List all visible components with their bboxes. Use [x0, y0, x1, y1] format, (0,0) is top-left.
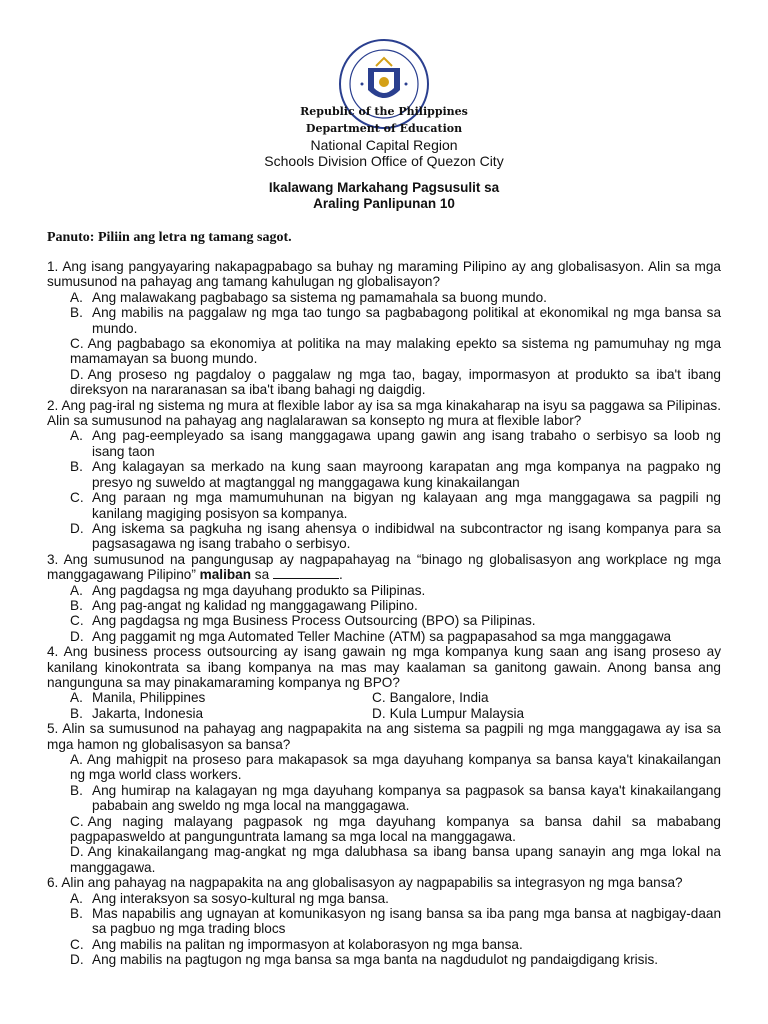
- division-line: Schools Division Office of Quezon City: [264, 153, 504, 169]
- option-text: Ang pagdagsa ng mga Business Process Outsourcing (BPO) sa Pilipinas.: [92, 613, 536, 629]
- stem-text: .: [338, 567, 343, 583]
- option-text: Ang paggamit ng mga Automated Teller Machine (ATM) sa pagpapasahod sa mga manggagawa: [92, 628, 672, 644]
- option-letter: C.: [372, 690, 386, 706]
- option-d[interactable]: [47, 844, 721, 875]
- option-letter: B.: [70, 705, 83, 721]
- option-letter: C.: [70, 336, 84, 352]
- option-letter: B.: [70, 305, 83, 321]
- option-letter: D.: [70, 520, 84, 536]
- option-letter: A.: [70, 890, 83, 906]
- option-letter: D.: [372, 705, 386, 721]
- option-a[interactable]: [47, 290, 721, 305]
- exam-title-line1: Ikalawang Markahang Pagsusulit sa: [268, 180, 500, 195]
- option-c[interactable]: [47, 937, 721, 952]
- question-stem: [47, 552, 721, 583]
- option-text: Ang mahigpit na proseso para makapasok sa mga dayuhang kompanya sa bansa kaya't kinakailangan ng mga world class workers.: [70, 752, 721, 783]
- option-d[interactable]: [47, 367, 721, 398]
- option-text: Ang naging malayang pagpasok ng mga dayuhang kompanya sa bansa dahil sa mababang pagpapasweldo at pangunguntrata lamang sa mga local na manggagawa.: [70, 813, 721, 845]
- question-2: [47, 398, 721, 552]
- republic-line: Republic of the Philippines: [300, 105, 468, 118]
- option-letter: A.: [70, 289, 83, 305]
- question-stem: 2. Ang pag-iral ng sistema ng mura at flexible labor ay isa sa mga kinakaharap na isyu sa paggawa sa Pilipinas. Alin sa sumusunod na pahayag ang naglalarawan sa konsepto ng mura at flexible labor?: [47, 397, 721, 429]
- option-letter: B.: [70, 597, 83, 613]
- option-text: Ang interaksyon sa sosyo-kultural ng mga bansa.: [92, 890, 389, 906]
- option-text: Ang pagbabago sa ekonomiya at politika na may malaking epekto sa sistema ng pamumuhay ng mga mamamayan sa buong mundo.: [70, 336, 721, 367]
- option-text: Ang mabilis na paggalaw ng mga tao tungo sa pagbabagong politikal at ekonomikal ng mga bansa sa mundo.: [92, 305, 721, 336]
- option-letter: A.: [70, 428, 83, 444]
- option-a[interactable]: [47, 752, 721, 783]
- department-line: Department of Education: [305, 122, 463, 135]
- option-letter: A.: [70, 690, 83, 706]
- question-stem: 6. Alin ang pahayag na nagpapakita na ang globalisasyon ay nagpapabilis sa integrasyon ng mga bansa?: [47, 875, 683, 891]
- option-text: Ang pag-angat ng kalidad ng manggagawang Pilipino.: [92, 597, 418, 613]
- option-c[interactable]: [47, 613, 721, 628]
- option-text: Ang kinakailangang mag-angkat ng mga dalubhasa sa ibang bansa upang sanayin ang mga lokal na manggagawa.: [70, 844, 721, 875]
- region-line: National Capital Region: [310, 137, 458, 153]
- option-d[interactable]: [372, 706, 721, 721]
- option-d[interactable]: [47, 952, 721, 967]
- option-letter: D.: [70, 952, 84, 968]
- option-b[interactable]: [47, 459, 721, 490]
- option-text: Ang kalagayan sa merkado na kung saan mayroong karapatan ang mga kompanya na pagpako ng presyo ng suweldo at magtanggal ng manggagawa kung kinakailangan: [92, 459, 721, 490]
- stem-text: 3. Ang sumusunod na pangungusap ay nagpapahayag na “binago ng globalisasyon ang workplace ng mga manggagawang Pilipino”: [47, 551, 721, 583]
- option-b[interactable]: [47, 783, 721, 814]
- question-stem: 4. Ang business process outsourcing ay isang gawain ng mga kompanya kung saan ang isang proseso ay kanilang kinokontrata sa ibang kompanya na mas may kaalaman sa ganitong gawain. Anong bansa ang nangunguna sa may pinakamaraming kompanya ng BPO?: [47, 644, 721, 690]
- option-text: Ang mabilis na pagtugon ng mga bansa sa mga banta na nagdudulot ng pandaigdigang krisis.: [92, 952, 659, 968]
- stem-text: sa: [251, 567, 270, 583]
- option-b[interactable]: [47, 305, 721, 336]
- option-text: Kula Lumpur Malaysia: [389, 705, 525, 721]
- option-letter: D.: [70, 844, 84, 860]
- option-text: Jakarta, Indonesia: [92, 705, 204, 721]
- option-text: Ang pagdagsa ng mga dayuhang produkto sa Pilipinas.: [92, 582, 426, 598]
- option-text: Ang proseso ng pagdaloy o paggalaw ng mga tao, bagay, impormasyon at produkto sa iba't ibang direksyon na nararanasan sa iba't ibang bahagi ng daigdig.: [70, 366, 721, 398]
- option-d[interactable]: [47, 629, 721, 644]
- option-a[interactable]: [47, 891, 721, 906]
- question-6: [47, 875, 721, 967]
- exam-title: [0, 180, 768, 211]
- question-stem: 5. Alin sa sumusunod na pahayag ang nagpapakita na ang sistema sa pagpili ng mga manggagawa ay isa sa mga hamon ng globalisasyon sa bansa?: [47, 721, 721, 752]
- option-letter: A.: [70, 582, 83, 598]
- option-c[interactable]: [47, 336, 721, 367]
- questions-list: [47, 259, 721, 968]
- exam-title-line2: Araling Panlipunan 10: [313, 195, 455, 211]
- question-1: [47, 259, 721, 398]
- question-3: [47, 552, 721, 644]
- option-text: Ang humirap na kalagayan ng mga dayuhang kompanya sa pagpasok sa bansa kaya't kinakailangang pababain ang sweldo ng mga local na manggagawa.: [92, 782, 721, 814]
- option-c[interactable]: [47, 814, 721, 845]
- option-c[interactable]: [372, 690, 721, 705]
- option-b[interactable]: [47, 598, 721, 613]
- option-letter: C.: [70, 936, 84, 952]
- stem-emphasis: maliban: [199, 567, 252, 583]
- option-text: Ang paraan ng mga mamumuhunan na bigyan ng kalayaan ang mga manggagawa sa pagpili ng kanilang magiging posisyon sa kompanya.: [92, 490, 721, 521]
- option-letter: B.: [70, 459, 83, 475]
- question-stem: 1. Ang isang pangyayaring nakapagpabago sa buhay ng maraming Pilipino ay ang globalisasyon. Alin sa mga sumusunod na pahayag ang tamang kahulugan ng globalisayon?: [47, 259, 721, 290]
- option-letter: C.: [70, 490, 84, 506]
- option-text: Ang malawakang pagbabago sa sistema ng pamamahala sa buong mundo.: [92, 289, 547, 305]
- option-letter: A.: [70, 752, 83, 767]
- options-grid: [47, 690, 721, 721]
- option-letter: B.: [70, 782, 83, 798]
- option-a[interactable]: [47, 690, 372, 705]
- option-letter: C.: [70, 613, 84, 629]
- option-letter: C.: [70, 813, 84, 829]
- option-b[interactable]: [47, 906, 721, 937]
- option-a[interactable]: [47, 583, 721, 598]
- option-a[interactable]: [47, 428, 721, 459]
- option-text: Ang mabilis na palitan ng impormasyon at kolaborasyon ng mga bansa.: [92, 936, 523, 952]
- instruction: Panuto: Piliin ang letra ng tamang sagot.: [47, 230, 292, 245]
- option-text: Manila, Philippines: [92, 690, 206, 706]
- option-c[interactable]: [47, 490, 721, 521]
- option-d[interactable]: [47, 521, 721, 552]
- option-letter: D.: [70, 628, 84, 644]
- option-text: Ang pag-eempleyado sa isang manggagawa upang gawin ang isang trabaho o serbisyo sa loob ng isang taon: [92, 428, 721, 459]
- question-5: [47, 721, 721, 875]
- option-letter: D.: [70, 366, 84, 382]
- document-header: [0, 103, 768, 169]
- question-4: [47, 644, 721, 721]
- option-letter: B.: [70, 906, 83, 922]
- option-b[interactable]: [47, 706, 372, 721]
- option-text: Ang iskema sa pagkuha ng isang ahensya o indibidwal na subcontractor ng isang kompanya para sa pagsasagawa ng isang trabaho o serbisyo.: [92, 520, 721, 552]
- option-text: Bangalore, India: [389, 690, 489, 706]
- answer-blank: [273, 567, 339, 579]
- option-text: Mas napabilis ang ugnayan at komunikasyon ng isang bansa sa iba pang mga bansa at nagbigay-daan sa pagbuo ng mga trading blocs: [92, 906, 721, 937]
